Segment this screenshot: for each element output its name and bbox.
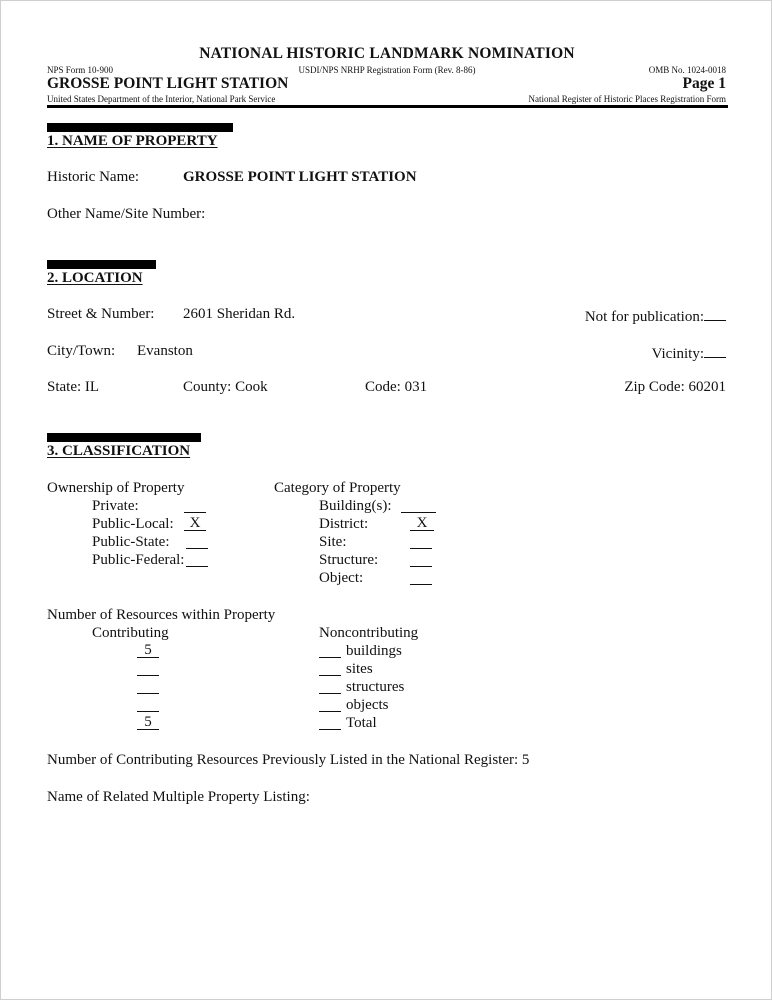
related-listing-label: Name of Related Multiple Property Listing: <box>47 789 310 805</box>
header-rule <box>47 105 728 108</box>
noncontributing-sites <box>319 661 341 676</box>
resource-type-structures: structures <box>346 679 405 695</box>
not-for-publication <box>585 306 726 326</box>
vicinity <box>652 343 726 363</box>
city-value: Evanston <box>137 343 193 359</box>
category-district-label: District: <box>319 516 369 532</box>
noncontributing-label: Noncontributing <box>319 625 419 641</box>
category-site-label: Site: <box>319 534 347 550</box>
form-number: NPS Form 10-900 <box>47 65 114 75</box>
ownership-local-mark: X <box>184 516 206 531</box>
category-structure-mark <box>410 552 432 567</box>
street-label: Street & Number: <box>47 306 155 322</box>
contributing-buildings: 5 <box>137 643 159 658</box>
resource-type-objects: objects <box>346 697 389 713</box>
zip-value: Zip Code: 60201 <box>624 379 726 395</box>
historic-name-value: GROSSE POINT LIGHT STATION <box>183 169 417 185</box>
not-for-publication-blank <box>704 306 726 321</box>
category-label: Category of Property <box>274 480 401 496</box>
ownership-federal-label: Public-Federal: <box>92 552 185 568</box>
ownership-state-label: Public-State: <box>92 534 170 550</box>
resource-type-total: Total <box>346 715 377 731</box>
ownership-local-label: Public-Local: <box>92 516 174 532</box>
ownership-label: Ownership of Property <box>47 480 185 496</box>
contributing-objects <box>137 697 159 712</box>
contributing-label: Contributing <box>92 625 169 641</box>
state-value: State: IL <box>47 379 100 395</box>
noncontributing-buildings <box>319 643 341 658</box>
previously-listed: Number of Contributing Resources Previously Listed in the National Register: 5 <box>47 752 530 768</box>
category-building-label: Building(s): <box>319 498 392 514</box>
resources-label: Number of Resources within Property <box>47 607 276 623</box>
section-heading-location: 2. LOCATION <box>47 270 143 286</box>
contributing-sites <box>137 661 159 676</box>
category-building-mark <box>401 498 436 513</box>
register-line: National Register of Historic Places Registration Form <box>528 94 726 104</box>
section-tab-bar <box>47 123 233 132</box>
noncontributing-objects <box>319 697 341 712</box>
contributing-structures <box>137 679 159 694</box>
form-revision: USDI/NPS NRHP Registration Form (Rev. 8-86) <box>298 65 476 75</box>
historic-name-label: Historic Name: <box>47 169 140 185</box>
category-site-mark <box>410 534 432 549</box>
agency-line: United States Department of the Interior, National Park Service <box>47 94 276 104</box>
noncontributing-structures <box>319 679 341 694</box>
omb-number: OMB No. 1024-0018 <box>648 65 726 75</box>
code-value: Code: 031 <box>365 379 428 395</box>
category-object-label: Object: <box>319 570 364 586</box>
vicinity-label: Vicinity: <box>651 346 704 362</box>
section-tab-bar <box>47 433 201 442</box>
county-value: County: Cook <box>183 379 268 395</box>
ownership-private-mark <box>184 498 206 513</box>
section-heading-classification: 3. CLASSIFICATION <box>47 443 191 459</box>
contributing-total: 5 <box>137 715 159 730</box>
resource-type-buildings: buildings <box>346 643 402 659</box>
other-name-label: Other Name/Site Number: <box>47 206 206 222</box>
category-object-mark <box>410 570 432 585</box>
vicinity-blank <box>704 343 726 358</box>
category-structure-label: Structure: <box>319 552 379 568</box>
section-tab-bar <box>47 260 156 269</box>
form-title: NATIONAL HISTORIC LANDMARK NOMINATION <box>199 45 575 62</box>
ownership-federal-mark <box>186 552 208 567</box>
noncontributing-total <box>319 715 341 730</box>
category-district-mark: X <box>410 516 434 531</box>
page-number: Page 1 <box>682 75 726 92</box>
not-for-publication-label: Not for publication: <box>584 309 704 325</box>
resource-type-sites: sites <box>346 661 373 677</box>
property-name-header: GROSSE POINT LIGHT STATION <box>47 75 289 92</box>
section-heading-name: 1. NAME OF PROPERTY <box>47 133 218 149</box>
city-label: City/Town: <box>47 343 116 359</box>
street-value: 2601 Sheridan Rd. <box>183 306 296 322</box>
ownership-private-label: Private: <box>92 498 139 514</box>
ownership-state-mark <box>186 534 208 549</box>
